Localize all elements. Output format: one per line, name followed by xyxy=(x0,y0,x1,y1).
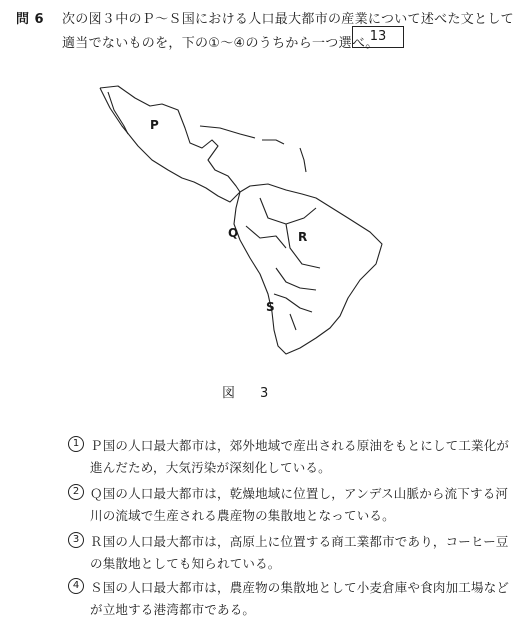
option-3-number: 3 xyxy=(68,532,84,548)
option-4-line1: Ｓ国の人口最大都市は，農産物の集散地として小麦倉庫や食肉加工場など xyxy=(90,580,510,595)
option-2-line2: 川の流域で生産される農産物の集散地となっている。 xyxy=(90,508,395,523)
baja-california-outline xyxy=(108,92,128,134)
figure-caption: 図 3 xyxy=(222,386,275,401)
option-3-line1: Ｒ国の人口最大都市は，高原上に位置する商工業都市であり，コーヒー豆 xyxy=(90,534,509,549)
lesser-antilles-outline xyxy=(300,148,306,172)
question-text-line2: 適当でないものを，下の①～④のうちから一つ選べ。 xyxy=(62,36,379,51)
map-label-r: R xyxy=(298,230,308,244)
option-1-line2: 進んだため，大気汚染が深刻化している。 xyxy=(90,460,331,475)
option-1-line1: Ｐ国の人口最大都市は，郊外地域で産出される原油をもとにして工業化が xyxy=(90,438,510,453)
question-number: 問 6 xyxy=(16,12,45,27)
map-label-q: Q xyxy=(228,226,239,240)
cuba-outline xyxy=(200,126,255,138)
mexico-central-america-outline xyxy=(100,86,240,192)
map-label-s: S xyxy=(266,300,275,314)
option-2-number: 2 xyxy=(68,484,84,500)
question-text-line1: 次の図３中のＰ～Ｓ国における人口最大都市の産業について述べた文として xyxy=(62,12,514,27)
country-borders xyxy=(260,198,316,224)
latin-america-map xyxy=(90,68,390,358)
south-america-outline xyxy=(234,184,382,354)
option-3-line2: の集散地としても知られている。 xyxy=(90,556,281,571)
map-label-p: P xyxy=(150,118,159,132)
option-2-line1: Ｑ国の人口最大都市は，乾燥地域に位置し，アンデス山脈から流下する河 xyxy=(90,486,509,501)
option-1-number: 1 xyxy=(68,436,84,452)
hispaniola-outline xyxy=(262,140,284,144)
answer-number-box: 13 xyxy=(352,26,404,48)
option-4-number: 4 xyxy=(68,578,84,594)
option-4-line2: が立地する港湾都市である。 xyxy=(90,602,256,617)
